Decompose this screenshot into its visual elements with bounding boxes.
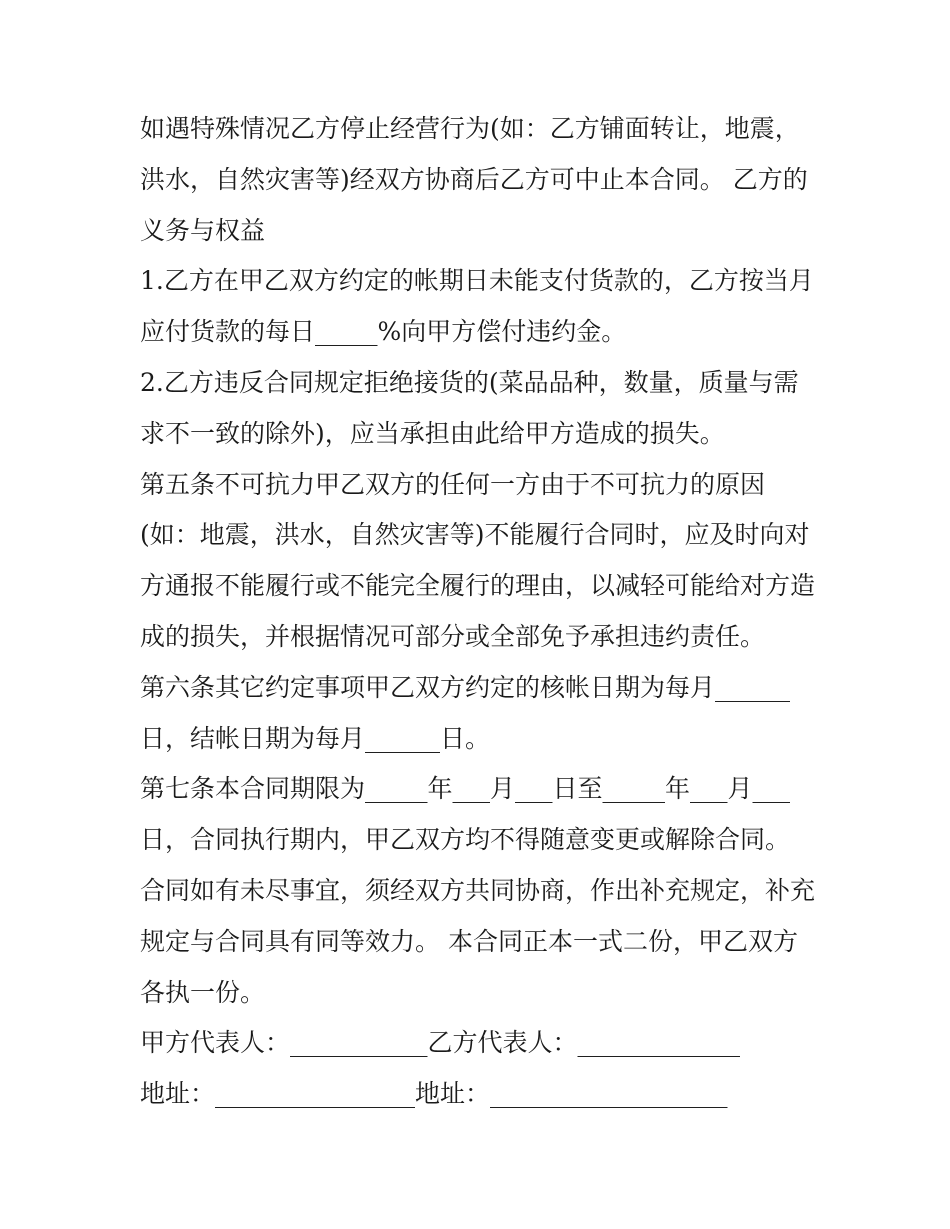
text-line: 如遇特殊情况乙方停止经营行为(如：乙方铺面转让，地震， (140, 114, 800, 143)
text-line: 合同如有未尽事宜，须经双方共同协商，作出补充规定，补充 (140, 875, 816, 905)
signature-line-representatives: 甲方代表人：___________乙方代表人：_____________ (140, 1028, 741, 1058)
text-line: 第六条其它约定事项甲乙双方约定的核帐日期为每月______ (140, 672, 791, 702)
text-line: 洪水，自然灾害等)经双方协商后乙方可中止本合同。 乙方的 (140, 164, 808, 194)
text-line: 规定与合同具有同等效力。 本合同正本一式二份，甲乙双方 (140, 926, 798, 956)
text-line: 各执一份。 (140, 977, 266, 1007)
signature-line-addresses: 地址：________________地址：___________________ (140, 1079, 728, 1109)
text-line: 成的损失，并根据情况可部分或全部免予承担违约责任。 (140, 621, 766, 651)
text-line: 方通报不能履行或不能完全履行的理由，以减轻可能给对方造 (140, 571, 816, 601)
text-line: 求不一致的除外)，应当承担由此给甲方造成的损失。 (140, 418, 725, 448)
text-line: 1.乙方在甲乙双方约定的帐期日未能支付货款的，乙方按当月 (140, 266, 814, 296)
text-line: 日，合同执行期内，甲乙双方均不得随意变更或解除合同。 (140, 825, 791, 855)
contract-body (140, 104, 820, 1120)
text-line: 第五条不可抗力甲乙双方的任何一方由于不可抗力的原因 (140, 469, 766, 499)
text-line: (如：地震，洪水，自然灾害等)不能履行合同时，应及时向对 (140, 520, 810, 550)
text-line: 2.乙方违反合同规定拒绝接货的(菜品品种，数量，质量与需 (140, 367, 799, 397)
section-heading: 义务与权益 (140, 215, 266, 245)
text-line: 应付货款的每日_____%向甲方偿付违约金。 (140, 317, 627, 347)
text-line: 第七条本合同期限为_____年___月___日至_____年___月___ (140, 774, 791, 804)
text-line: 日，结帐日期为每月______日。 (140, 723, 491, 753)
